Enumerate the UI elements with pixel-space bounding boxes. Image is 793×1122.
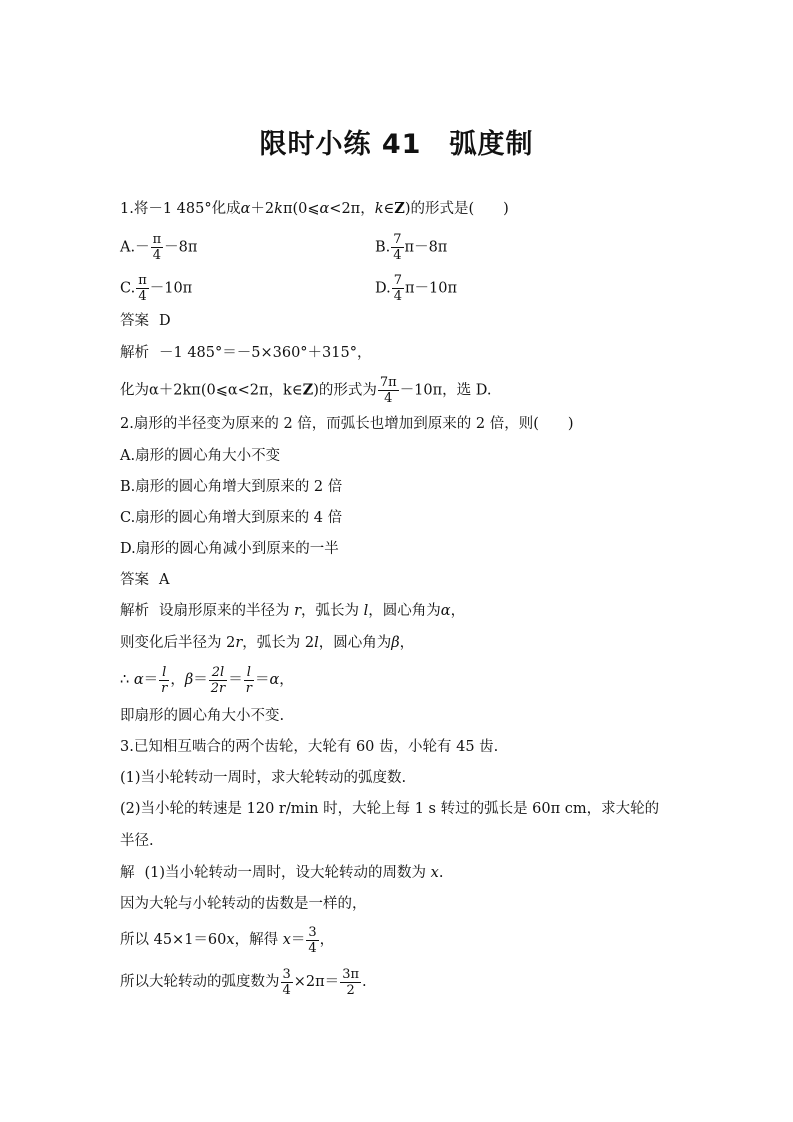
fraction: $\frac{l}{r}$ (161, 664, 168, 696)
q2-analysis-line-4: 即扇形的圆心角大小不变. (120, 708, 285, 724)
fraction: $\frac{2l}{2r}$ (210, 664, 226, 696)
q3-stem: 3.已知相互啮合的两个齿轮，大轮有 60 齿，小轮有 45 齿. (120, 739, 499, 755)
fraction: $\frac{3}{4}$ (282, 966, 291, 998)
fraction: $\frac{l}{r}$ (245, 664, 252, 696)
q2-answer: 答案 A (120, 572, 170, 588)
q2-option-c: C.扇形的圆心角增大到原来的 4 倍 (120, 510, 343, 526)
fraction: $\frac{\pi}{4}$ (152, 232, 162, 263)
q1-answer: 答案 D (120, 313, 171, 329)
fraction: $\frac{7\pi}{4}$ (379, 375, 397, 406)
q2-option-d: D.扇形的圆心角减小到原来的一半 (120, 541, 339, 557)
q1-option-c: C. $\frac{\pi}{4}$ －10π (120, 273, 193, 304)
q3-solution-line-3: 所以 45×1＝60x，解得 x＝ $\frac{3}{4}$ ， (120, 924, 335, 956)
q1-analysis-line-2: 化为α＋2kπ(0⩽α<2π，k∈Z)的形式为 $\frac{7\pi}{4}$ －10π，选 D. (120, 375, 492, 406)
q2-option-b: B.扇形的圆心角增大到原来的 2 倍 (120, 479, 343, 495)
q2-option-a: A.扇形的圆心角大小不变 (120, 448, 281, 464)
q1-option-b: B. $\frac{7}{4}$ π－8π (375, 232, 448, 263)
q3-solution-line-1: 解 (1)当小轮转动一周时，设大轮转动的周数为 x. (120, 865, 444, 881)
q2-stem: 2.扇形的半径变为原来的 2 倍，而弧长也增加到原来的 2 倍，则( ) (120, 416, 574, 432)
q1-analysis-line-1: 解析 －1 485°＝－5×360°＋315°， (120, 345, 372, 361)
q1-option-d: D. $\frac{7}{4}$ π－10π (375, 273, 458, 304)
q1-stem: 1.将－1 485°化成α＋2kπ(0⩽α<2π，k∈Z)的形式是( ) (120, 200, 509, 217)
fraction: $\frac{\pi}{4}$ (138, 273, 147, 304)
q3-part-2-line-1: (2)当小轮的转速是 120 r/min 时，大轮上每 1 s 转过的弧长是 60π cm，求大轮的 (120, 801, 660, 817)
q2-analysis-line-2: 则变化后半径为 2r，弧长为 2l，圆心角为β， (120, 635, 415, 651)
q3-part-2-line-2: 半径. (120, 833, 154, 849)
fraction: $\frac{7}{4}$ (393, 273, 402, 304)
fraction: $\frac{7}{4}$ (393, 232, 402, 263)
q1-option-a: A.－ $\frac{\pi}{4}$ －8π (120, 232, 198, 263)
q3-solution-line-2: 因为大轮与小轮转动的齿数是一样的， (120, 896, 367, 912)
q2-analysis-line-1: 解析 设扇形原来的半径为 r，弧长为 l，圆心角为α， (120, 603, 466, 619)
q2-analysis-line-3: ∴ α＝ $\frac{l}{r}$ ，β＝ $\frac{2l}{2r}$ ＝ $\frac{l}{r}$ ＝α， (120, 664, 294, 696)
page-title: 限时小练 41 弧度制 (259, 129, 534, 160)
q3-solution-line-4: 所以大轮转动的弧度数为 $\frac{3}{4}$ ×2π＝ $\frac{3\pi}{2}$ . (120, 966, 367, 998)
fraction: $\frac{3}{4}$ (308, 924, 317, 956)
q3-part-1: (1)当小轮转动一周时，求大轮转动的弧度数. (120, 770, 407, 786)
fraction: $\frac{3\pi}{2}$ (342, 966, 360, 998)
